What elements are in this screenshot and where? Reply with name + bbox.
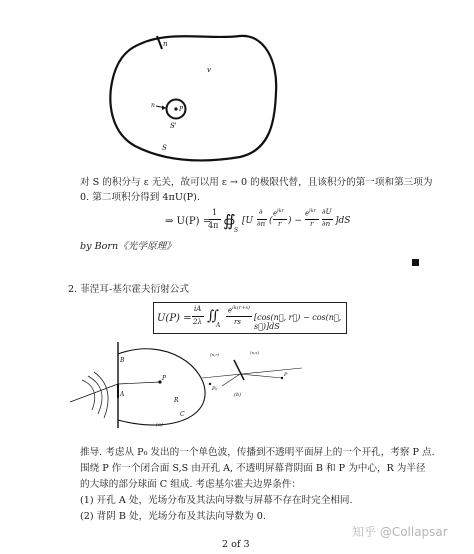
para1-line1: 对 S 的积分与 ε 无关，故可以用 ε → 0 的极限代替，且该积分的第一项和第三项为 <box>80 177 433 188</box>
label-v: v <box>207 66 211 74</box>
figure-volume-diagram <box>100 22 290 167</box>
sphere-c <box>118 349 205 425</box>
section2-heading: 2. 菲涅耳-基尔霍夫衍射公式 <box>68 284 189 295</box>
qed-square <box>412 259 419 266</box>
label-r: R <box>174 397 179 404</box>
label-p: P <box>179 106 184 113</box>
label-b: B <box>120 357 125 364</box>
eq1-frac-num: 1 <box>212 208 218 217</box>
label-a: A <box>120 391 125 398</box>
watermark: 知乎 @Collapsar <box>352 525 448 539</box>
list-item-2: (2) 背阴 B 处，光场分布及其法向导数为 0. <box>80 511 266 522</box>
label-n-top: n <box>163 40 168 48</box>
eq2-num: iA <box>194 305 202 313</box>
para2-line2: 围绕 P 作一个闭合面 S,S 由开孔 A, 不透明屏幕背阴面 B 和 P 为中心，R 为半径 <box>80 463 426 474</box>
label-s-prime: S' <box>170 122 177 130</box>
eq1-lhs: ⇒ U(P) = <box>165 216 212 227</box>
caption-b: (b) <box>234 392 242 398</box>
eq2-lhs: U(P) = <box>157 313 192 324</box>
svg-text:(n,s): (n,s) <box>250 350 260 355</box>
surface-s-outline <box>110 36 276 161</box>
svg-text:P: P <box>284 372 288 378</box>
equation-kirchhoff-integral: ⇒ U(P) = 1 4π ∯ S [U ∂ ∂n ( $e^{ikr}$ r ) − $e^{ikr}$ r ∂U ∂n ]dS <box>165 208 351 234</box>
list-item-1: (1) 开孔 A 处，光场分布及其法向导数与屏幕不存在时完全相同. <box>80 495 353 506</box>
source-citation: by Born《光学原理》 <box>80 241 176 252</box>
equation-fresnel-kirchhoff-box: U(P) = iA 2λ ∬ A $e^{ik(r+s)}$ rs [cos(n⃗, r⃗) − cos(n⃗, s⃗)]dS <box>153 302 347 334</box>
caption-a: (a) <box>156 422 163 428</box>
para1-line2: 0. 第二项积分得到 4πU(P). <box>80 192 200 203</box>
label-fig2-p: P <box>162 375 167 382</box>
page-number: 2 of 3 <box>222 539 250 550</box>
eq2-rs: rs <box>234 318 241 326</box>
svg-text:(n,r): (n,r) <box>210 352 219 357</box>
label-s: S <box>162 144 167 152</box>
point-p-dot <box>174 107 177 110</box>
eq1-frac-den: 4π <box>208 221 219 230</box>
eq1-sub: S <box>234 227 239 234</box>
eq2-sub: A <box>216 322 221 329</box>
svg-text:P₀: P₀ <box>212 386 218 392</box>
para2-line3: 的大球的部分球面 C 组成. 考虑基尔霍夫边界条件： <box>80 479 302 490</box>
label-c: C <box>180 411 185 418</box>
eq1-integral-sign: ∯ <box>223 211 236 230</box>
eq2-den: 2λ <box>193 318 202 326</box>
figure-aperture-diagram <box>62 340 362 430</box>
para2-line1: 推导. 考虑从 P₀ 发出的一个单色波，传播到不透明平面屏上的一个开孔，考察 P 点. <box>80 447 435 458</box>
label-n-left: n <box>151 102 155 109</box>
